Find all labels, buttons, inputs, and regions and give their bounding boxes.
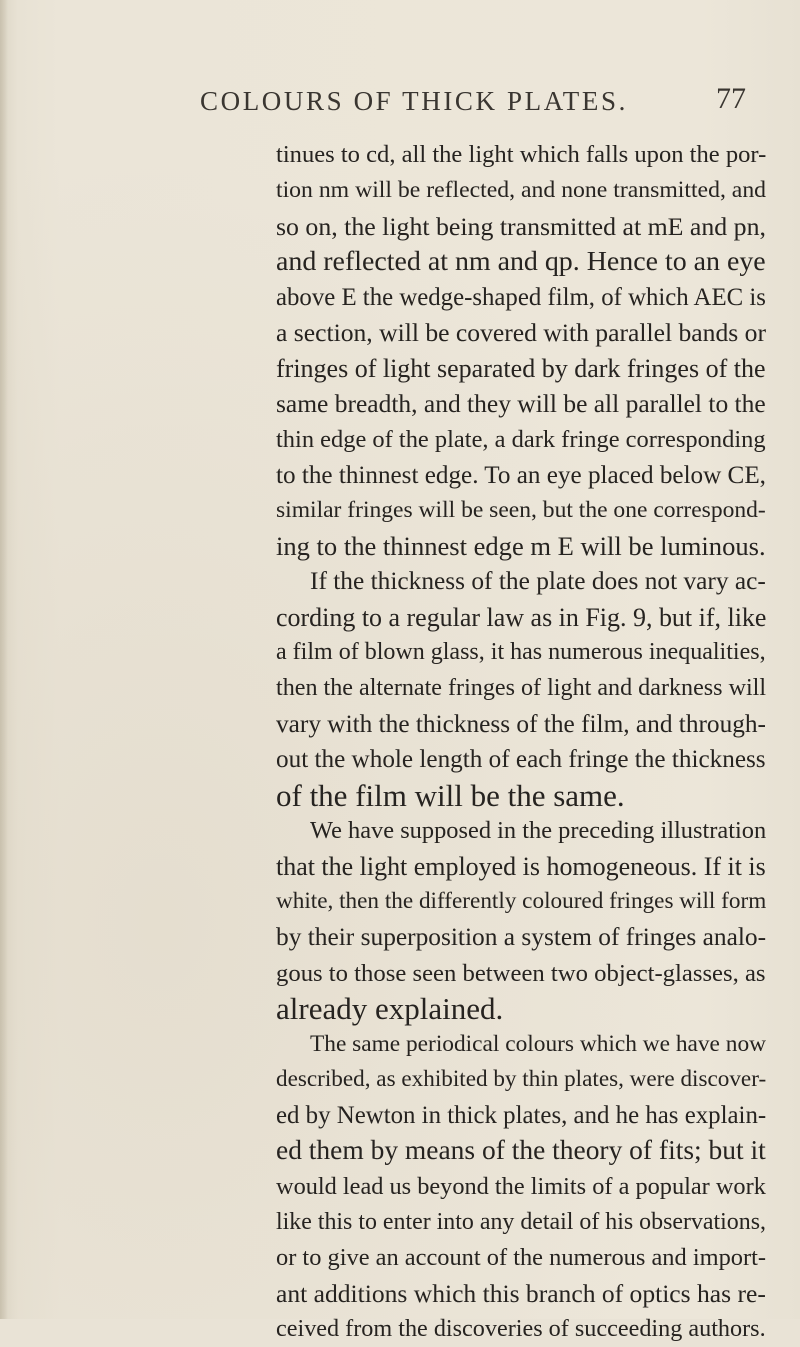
text-line: already explained. [276,991,504,1026]
text-line: like this to enter into any detail of his observations, [276,1209,766,1235]
page-gutter-shadow [0,0,8,1319]
text-line: or to give an account of the numerous and import- [276,1244,767,1271]
text-line: thin edge of the plate, a dark fringe corresponding [276,426,766,453]
text-line: cording to a regular law as in Fig. 9, but if, like [276,603,767,632]
text-line: tinues to cd, all the light which falls upon the por- [276,141,767,168]
text-line: If the thickness of the plate does not vary ac- [310,567,766,595]
page-number: 77 [716,82,746,115]
running-head [200,82,760,126]
text-line: described, as exhibited by thin plates, were discover- [276,1066,767,1092]
text-line: a section, will be covered with parallel bands or [276,318,766,347]
text-line: ed by Newton in thick plates, and he has explain- [276,1102,767,1129]
text-line: a film of blown glass, it has numerous inequalities, [276,639,766,665]
text-line: so on, the light being transmitted at mE and pn, [276,212,766,241]
text-line: tion nm will be reflected, and none transmitted, and [276,177,767,203]
text-line: gous to those seen between two object-glasses, as [276,960,766,987]
running-title: COLOURS OF THICK PLATES. [200,86,628,116]
text-line: ing to the thinnest edge m E will be luminous. [276,531,766,561]
text-line: by their superposition a system of fringes analo- [276,923,767,951]
text-line: same breadth, and they will be all parallel to the [276,389,766,418]
text-line: similar fringes will be seen, but the one correspond- [276,497,766,523]
text-line: and reflected at nm and qp. Hence to an eye [276,246,766,277]
text-line: vary with the thickness of the film, and through- [276,710,766,738]
text-line: ed them by means of the theory of fits; but it [276,1135,766,1165]
text-line: The same periodical colours which we have now [310,1031,766,1057]
text-line: above E the wedge-shaped film, of which AEC is [276,284,766,311]
text-line: then the alternate fringes of light and darkness will [276,675,767,701]
text-line: fringes of light separated by dark fringes of the [276,354,766,383]
text-line: that the light employed is homogeneous. If it is [276,852,766,881]
text-line: We have supposed in the preceding illustration [310,817,767,844]
text-line: would lead us beyond the limits of a popular work [276,1173,766,1200]
text-line: ant additions which this branch of optics has re- [276,1279,766,1308]
text-line: to the thinnest edge. To an eye placed below CE, [276,462,766,489]
text-line: white, then the differently coloured fringes will form [276,888,767,914]
text-line: of the film will be the same. [276,778,625,813]
text-line: out the whole length of each fringe the thickness [276,746,766,773]
text-line: ceived from the discoveries of succeeding authors. [276,1315,766,1342]
